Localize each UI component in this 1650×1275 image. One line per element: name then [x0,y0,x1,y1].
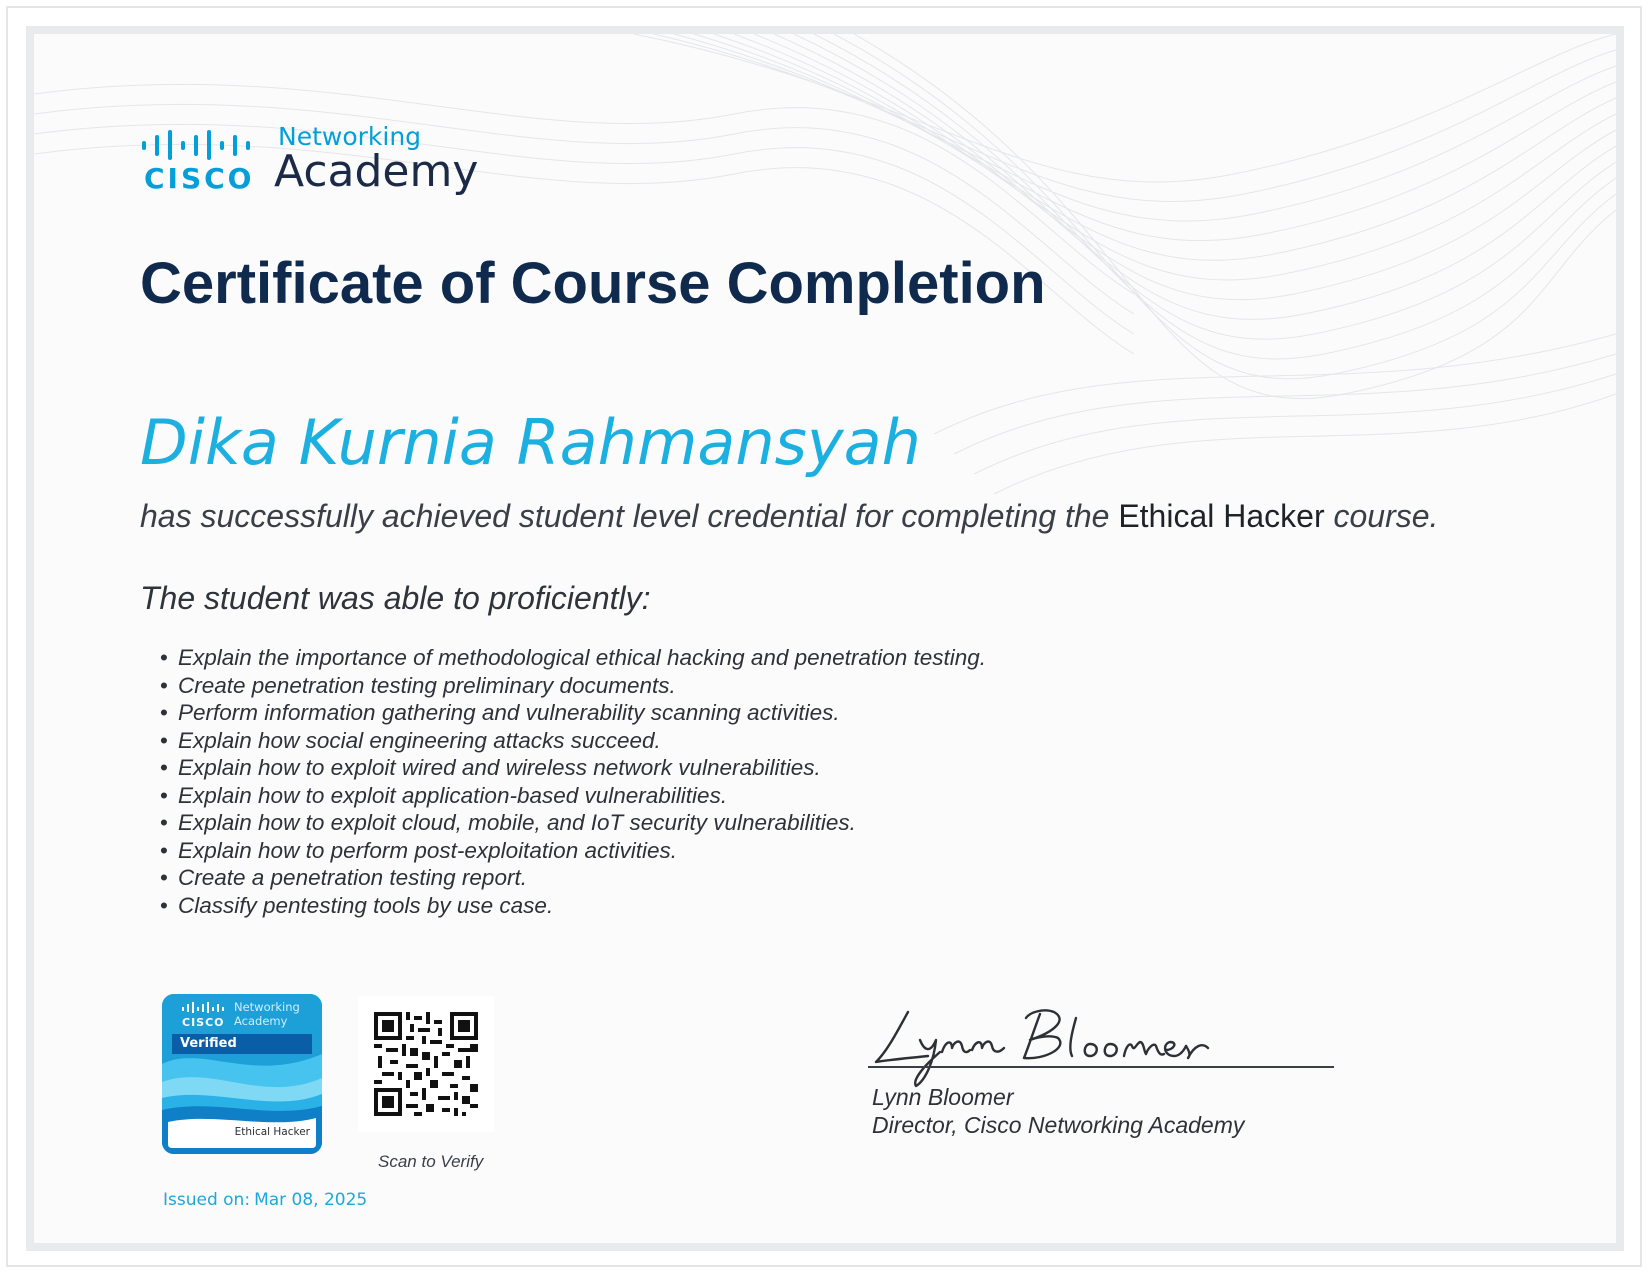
skills-list [160,644,986,919]
skill-item: • Perform information gathering and vulnerability scanning activities. [160,699,986,727]
badge-verified-label: Verified [180,1036,237,1051]
completion-statement [140,498,1438,535]
course-name: Ethical Hacker [1118,498,1325,534]
scan-to-verify-label: Scan to Verify [378,1152,484,1171]
signature-image [868,1000,1248,1090]
logo-networking-text: Networking [278,122,422,151]
badge-course-label: Ethical Hacker [234,1126,310,1138]
skill-item: • Create a penetration testing report. [160,864,986,892]
cisco-bars-icon [142,130,254,160]
qr-code-icon [374,1012,478,1116]
skill-item: • Explain the importance of methodological ethical hacking and penetration testing. [160,644,986,672]
logo-academy-text: Academy [274,146,479,197]
skill-item: • Explain how to exploit wired and wireless network vulnerabilities. [160,754,986,782]
signature-line [868,1066,1334,1068]
cisco-wordmark: CISCO [144,162,255,195]
badge-networking-text: Networking [234,1000,300,1014]
skill-item: • Explain how to exploit application-based vulnerabilities. [160,782,986,810]
issued-date-value: Mar 08, 2025 [254,1190,368,1210]
badge-cisco-wordmark: CISCO [182,1016,225,1029]
student-name: Dika Kurnia Rahmansyah [140,406,921,479]
signatory-title: Director, Cisco Networking Academy [872,1112,1245,1138]
skill-item: • Create penetration testing preliminary documents. [160,672,986,700]
issued-label: Issued on: [163,1190,251,1210]
skill-item: • Explain how to exploit cloud, mobile, and IoT security vulnerabilities. [160,809,986,837]
issue-date [163,1190,367,1210]
statement-prefix: has successfully achieved student level credential for completing the [140,498,1119,534]
proficiency-heading: The student was able to proficiently: [140,580,651,616]
verification-qr-code[interactable] [358,996,494,1132]
cisco-networking-academy-logo [142,118,479,198]
skill-item: • Explain how social engineering attacks succeed. [160,727,986,755]
signatory-name: Lynn Bloomer [872,1084,1014,1110]
skill-item: • Explain how to perform post-exploitation activities. [160,837,986,865]
badge-academy-text: Academy [234,1014,288,1028]
verified-badge[interactable] [162,994,322,1154]
certificate-title: Certificate of Course Completion [140,251,1046,316]
statement-suffix: course. [1324,498,1439,534]
skill-item: • Classify pentesting tools by use case. [160,892,986,920]
